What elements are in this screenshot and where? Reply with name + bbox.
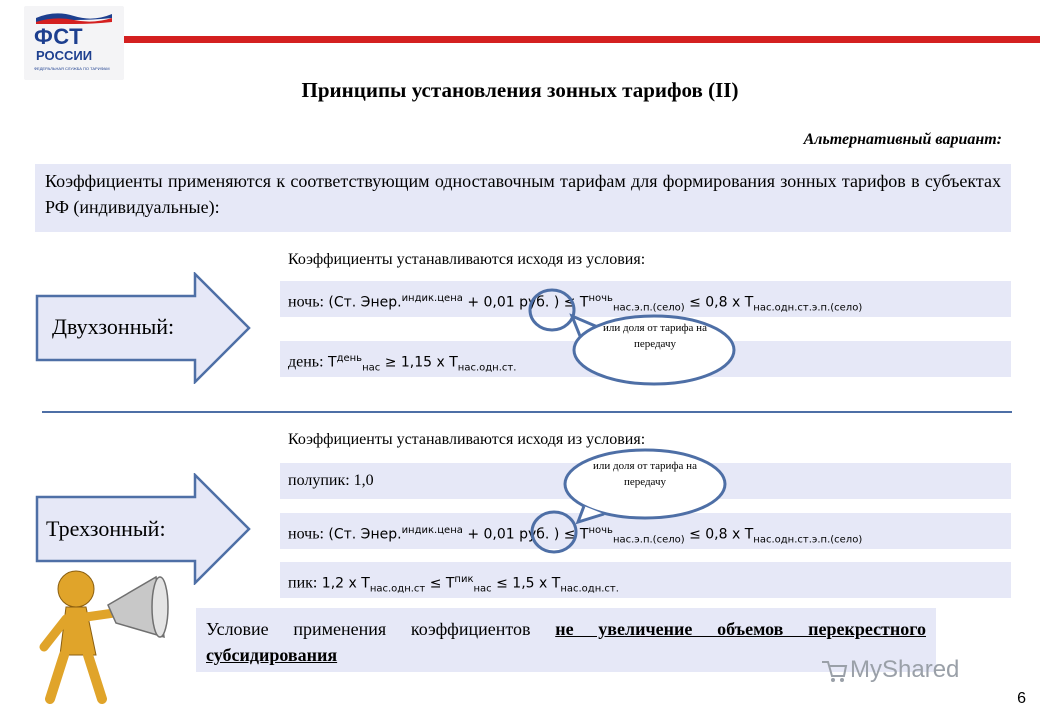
- watermark: MyShared: [850, 656, 960, 683]
- megaphone-figure-icon: [36, 565, 196, 705]
- header-red-line: [120, 36, 1040, 43]
- formula-sup: ночь: [588, 525, 613, 536]
- logo-subtext: РОССИИ: [36, 48, 93, 63]
- formula-part: + 0,01 руб. ) ≤ T: [467, 526, 589, 543]
- formula-sub: нас.э.п.(село): [612, 302, 685, 314]
- section-divider: [42, 411, 1012, 413]
- night-label: ночь:: [288, 525, 324, 543]
- page-subtitle: Альтернативный вариант:: [803, 131, 1002, 148]
- formula-part: ≥ 1,15 x T: [384, 354, 458, 371]
- formula-sub: нас.одн.ст.: [457, 362, 517, 374]
- formula-part: ≤ 0,8 x T: [689, 526, 754, 543]
- formula-sub: нас.одн.ст: [369, 583, 426, 595]
- three-zone-peak-row: [280, 562, 1011, 598]
- formula-part: ≤ 1,5 x T: [496, 575, 561, 592]
- two-zone-condition: Коэффициенты устанавливаются исходя из условия:: [288, 251, 646, 268]
- formula-sup: ночь: [588, 293, 613, 304]
- formula-sub: нас.одн.ст.э.п.(село): [753, 302, 863, 314]
- page-title: Принципы установления зонных тарифов (II): [301, 78, 739, 102]
- formula-sub: нас: [473, 583, 492, 595]
- three-zone-callout-text: или доля от тарифа на передачу: [593, 460, 697, 488]
- formula-part: T: [328, 354, 337, 371]
- formula-part: (Ст. Энер.: [328, 294, 402, 311]
- flag-icon: [36, 10, 112, 24]
- formula-sub: нас.одн.ст.: [560, 583, 619, 595]
- fst-logo: [24, 6, 124, 80]
- formula-sub: нас: [362, 362, 381, 374]
- formula-part: ≤ 0,8 x T: [689, 294, 754, 311]
- formula-part: ≤ T: [429, 575, 455, 592]
- three-zone-condition: Коэффициенты устанавливаются исходя из условия:: [288, 431, 646, 448]
- night-label: ночь:: [288, 293, 324, 311]
- formula-part: 1,2 x T: [321, 575, 370, 592]
- halfpeak-label: полупик: 1,0: [288, 472, 374, 489]
- bottom-underlined-text: не увеличение объемов перекрестного субсидирования: [206, 619, 926, 665]
- three-zone-label: Трехзонный:: [46, 516, 166, 541]
- day-label: день:: [288, 353, 324, 371]
- formula-sup: пик: [454, 574, 474, 585]
- formula-part: (Ст. Энер.: [328, 526, 402, 543]
- formula-sup: день: [336, 353, 363, 364]
- two-zone-callout-text: или доля от тарифа на передачу: [603, 322, 707, 350]
- cart-icon: [820, 658, 848, 684]
- intro-box: Коэффициенты применяются к соответствующим одноставочным тарифам для формирования зонных тарифов в субъектах РФ (индивидуальные):: [35, 164, 1011, 232]
- peak-label: пик:: [288, 574, 318, 592]
- bottom-text: Условие применения коэффициентов: [206, 619, 556, 639]
- two-zone-label: Двухзонный:: [52, 314, 175, 339]
- formula-sup: индик.цена: [401, 293, 463, 304]
- formula-sup: индик.цена: [401, 525, 463, 536]
- logo-text: ФСТ: [34, 24, 84, 49]
- formula-sub: нас.одн.ст.э.п.(село): [753, 534, 863, 546]
- logo-small-text: ФЕДЕРАЛЬНАЯ СЛУЖБА ПО ТАРИФАМ: [34, 66, 110, 71]
- page-number: 6: [1017, 690, 1026, 707]
- formula-part: + 0,01 руб. ) ≤ T: [467, 294, 589, 311]
- formula-sub: нас.э.п.(село): [612, 534, 685, 546]
